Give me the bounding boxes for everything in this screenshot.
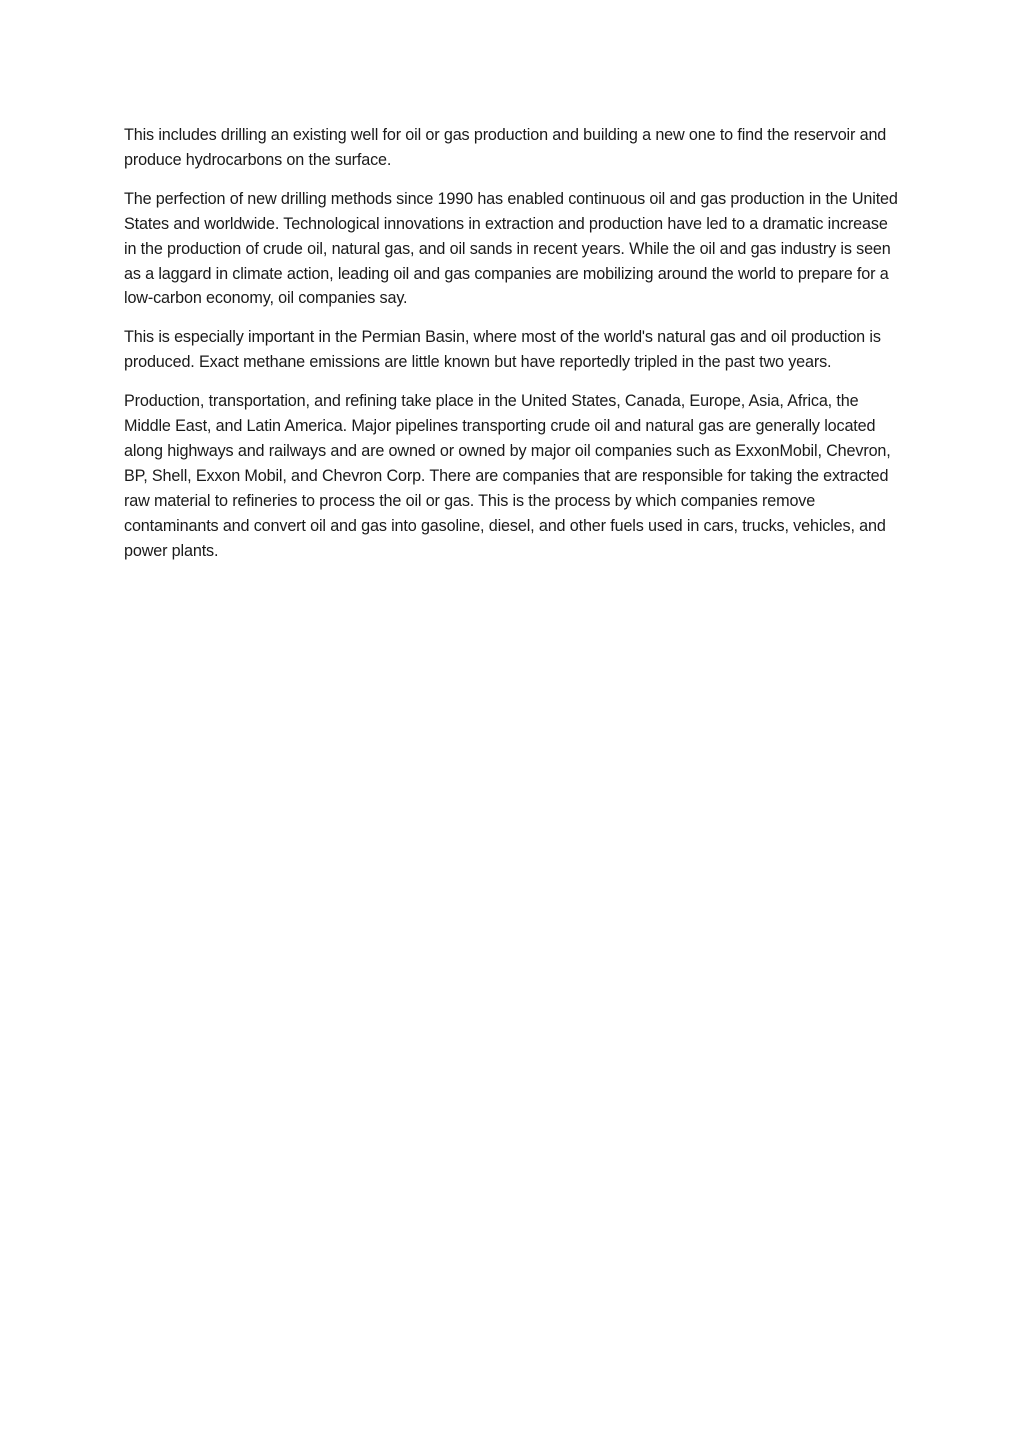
paragraph-drilling-methods: The perfection of new drilling methods since 1990 has enabled continuous oil and gas production in the United States and worldwide. Technological innovations in extraction and production have led to a dramatic increase in the production of crude oil, natural gas, and oil sands in recent years. While the oil and gas industry is seen as a laggard in climate action, leading oil and gas companies are mobilizing around the world to prepare for a low-carbon economy, oil companies say. xyxy=(124,189,898,308)
paragraph-production-transport: Production, transportation, and refining take place in the United States, Canada, Europe, Asia, Africa, the Middle East, and Latin America. Major pipelines transporting crude oil and natural gas are generally located along highways and railways and are owned or owned by major oil companies such as ExxonMobil, Chevron, BP, Shell, Exxon Mobil, and Chevron Corp. There are companies that are responsible for taking the extracted raw material to refineries to process the oil or gas. This is the process by which companies remove contaminants and convert oil and gas into gasoline, diesel, and other fuels used in cars, trucks, vehicles, and power plants. xyxy=(124,392,891,560)
paragraph-drilling: This includes drilling an existing well for oil or gas production and building a new one to find the reservoir and produce hydrocarbons on the surface. xyxy=(124,126,887,169)
paragraph-permian-basin: This is especially important in the Permian Basin, where most of the world's natural gas and oil production is produced. Exact methane emissions are little known but have reportedly tripled in the past two years. xyxy=(124,328,881,372)
document-body xyxy=(124,123,904,578)
